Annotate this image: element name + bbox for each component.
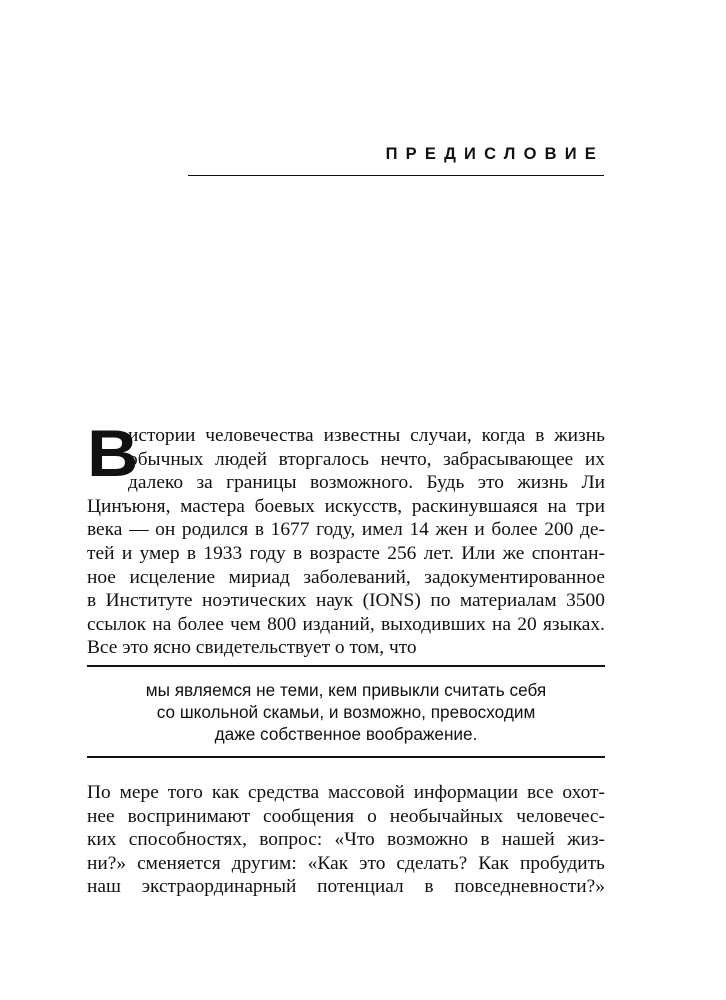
text-line: ни?» сменяется другим: «Как это сделать? Как пробудить	[87, 852, 605, 874]
text-line: ссылок на более чем 800 изданий, выходивших на 20 языках.	[87, 613, 605, 635]
text-line: По мере того как средства массовой информации все охот-	[87, 782, 605, 803]
text-line: Цинъюня, мастера боевых искусств, раскинувшаяся на три	[87, 495, 605, 517]
text-line: века — он родился в 1677 году, имел 14 жен и более 200 де-	[87, 519, 605, 541]
heading-rule	[188, 175, 604, 176]
pull-quote-line: со школьной скамьи, и возможно, превосходим	[156, 702, 536, 722]
text-line: истории человечества известны случаи, когда в жизнь	[128, 425, 605, 446]
text-line: обычных людей вторгалось нечто, забрасывающее их	[128, 448, 605, 470]
intro-paragraph	[87, 416, 605, 660]
chapter-heading: ПРЕДИСЛОВИЕ	[385, 145, 604, 163]
continuation-paragraph	[87, 781, 605, 899]
text-line: далеко за границы возможного. Будь это жизнь Ли	[128, 472, 605, 494]
pull-quote-line: даже собственное воображение.	[214, 724, 478, 744]
pull-quote-line: мы являемся не теми, кем привыкли считать себя	[145, 680, 547, 700]
pull-quote-bottom-rule	[87, 756, 605, 758]
text-line: в Институте ноэтических наук (IONS) по материалам 3500	[87, 590, 605, 612]
drop-cap: В	[87, 416, 139, 490]
text-line: ких способностях, вопрос: «Что возможно в нашей жиз-	[87, 829, 605, 851]
text-line: наш экстраординарный потенциал в повседневности?»	[87, 876, 605, 898]
pull-quote-top-rule	[87, 665, 605, 667]
text-line: ное исцеление мириад заболеваний, задокументированное	[87, 566, 605, 588]
text-line: нее воспринимают сообщения о необычайных человечес-	[87, 805, 605, 827]
text-line: Все это ясно свидетельствует о том, что	[87, 637, 417, 659]
text-line: тей и умер в 1933 году в возрасте 256 лет. Или же спонтан-	[87, 542, 605, 564]
pull-quote	[87, 679, 605, 745]
